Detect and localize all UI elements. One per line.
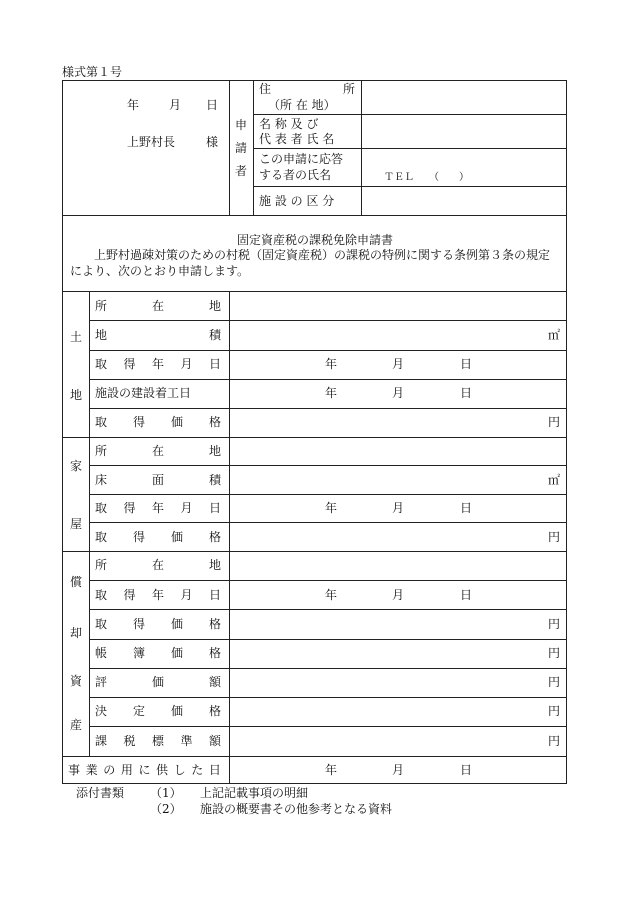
dep-tax-base-unit: 円 <box>547 734 560 748</box>
dep-assessed-unit: 円 <box>547 675 560 689</box>
land-label-2: 地 <box>70 388 83 402</box>
date-year-label: 年 <box>127 98 140 112</box>
dep-assessed-label: 評 価 額 <box>95 675 221 689</box>
tel-field[interactable]: ＴＥＬ （ ） <box>384 172 469 183</box>
honorific: 様 <box>206 135 219 149</box>
house-label-1: 家 <box>70 459 83 473</box>
house-acq-day: 日 <box>460 501 473 515</box>
dep-book-unit: 円 <box>547 646 560 660</box>
land-location-label: 所 在 地 <box>95 299 221 313</box>
land-acq-day: 日 <box>460 357 473 371</box>
name-label-2: 代 表 者 氏 名 <box>259 132 335 146</box>
name-label-1: 名 称 及 び <box>259 117 319 131</box>
attachment-1-num: （1） <box>150 786 182 800</box>
house-label-2: 屋 <box>70 517 83 531</box>
applicant-label: 申 請 者 <box>234 118 247 178</box>
address-label: 住 所 <box>259 82 355 96</box>
business-day: 日 <box>460 763 473 777</box>
dep-location-label: 所 在 地 <box>95 558 221 572</box>
house-acq-year: 年 <box>325 501 338 515</box>
land-label-1: 土 <box>70 330 83 344</box>
attachments-label: 添付書類 <box>76 786 125 800</box>
house-location-label: 所 在 地 <box>95 444 221 458</box>
land-construction-date-label: 施設の建設着工日 <box>95 386 192 400</box>
dep-decided-label: 決 定 価 格 <box>95 704 221 718</box>
land-const-year: 年 <box>325 386 338 400</box>
date-day-label: 日 <box>206 98 219 112</box>
land-area-label: 地 積 <box>95 328 221 342</box>
body-text: 上野村過疎対策のための村税（固定資産税）の課税の特例に関する条例第３条の規定により、次のとおり申請します。 <box>70 248 551 278</box>
business-month: 月 <box>392 763 405 777</box>
business-use-date-label: 事 業 の 用 に 供 し た 日 <box>68 763 221 777</box>
land-acq-price-label: 取 得 価 格 <box>95 415 221 429</box>
dep-decided-unit: 円 <box>547 704 560 718</box>
dep-acq-date-label: 取 得 年 月 日 <box>95 588 221 602</box>
house-area-unit: ㎡ <box>547 473 560 487</box>
form-number: 様式第１号 <box>62 65 123 79</box>
address-label-sub: （所 在 地） <box>268 98 336 112</box>
responder-label-1: この申請に応答 <box>259 152 344 166</box>
land-price-unit: 円 <box>547 415 560 429</box>
attachment-2-text: 施設の概要書その他参考となる資料 <box>200 802 393 816</box>
dep-label-3: 資 <box>70 674 83 688</box>
house-price-unit: 円 <box>547 530 560 544</box>
dep-acq-day: 日 <box>460 588 473 602</box>
dep-book-value-label: 帳 簿 価 格 <box>95 646 221 660</box>
addressee: 上野村長 <box>127 135 176 149</box>
dep-acq-price-unit: 円 <box>547 617 560 631</box>
house-acq-price-label: 取 得 価 格 <box>95 530 221 544</box>
dep-label-2: 却 <box>70 626 83 640</box>
date-month-label: 月 <box>169 98 182 112</box>
business-year: 年 <box>325 763 338 777</box>
dep-label-4: 産 <box>70 718 83 732</box>
facility-label: 施 設 の 区 分 <box>259 194 335 208</box>
land-acq-month: 月 <box>392 357 405 371</box>
house-floor-area-label: 床 面 積 <box>95 473 221 487</box>
dep-label-1: 償 <box>70 575 83 589</box>
attachment-2-num: （2） <box>150 802 182 816</box>
land-const-month: 月 <box>392 386 405 400</box>
form-title: 固定資産税の課税免除申請書 <box>236 233 393 247</box>
attachment-1-text: 上記記載事項の明細 <box>200 786 309 800</box>
house-acq-date-label: 取 得 年 月 日 <box>95 501 221 515</box>
land-area-unit: ㎡ <box>547 328 560 342</box>
dep-tax-base-label: 課 税 標 準 額 <box>95 734 221 748</box>
house-acq-month: 月 <box>392 501 405 515</box>
dep-acq-month: 月 <box>392 588 405 602</box>
responder-label-2: する者の氏名 <box>259 168 332 182</box>
land-const-day: 日 <box>460 386 473 400</box>
land-acq-date-label: 取 得 年 月 日 <box>95 357 221 371</box>
land-acq-year: 年 <box>325 357 338 371</box>
dep-acq-price-label: 取 得 価 格 <box>95 617 221 631</box>
dep-acq-year: 年 <box>325 588 338 602</box>
